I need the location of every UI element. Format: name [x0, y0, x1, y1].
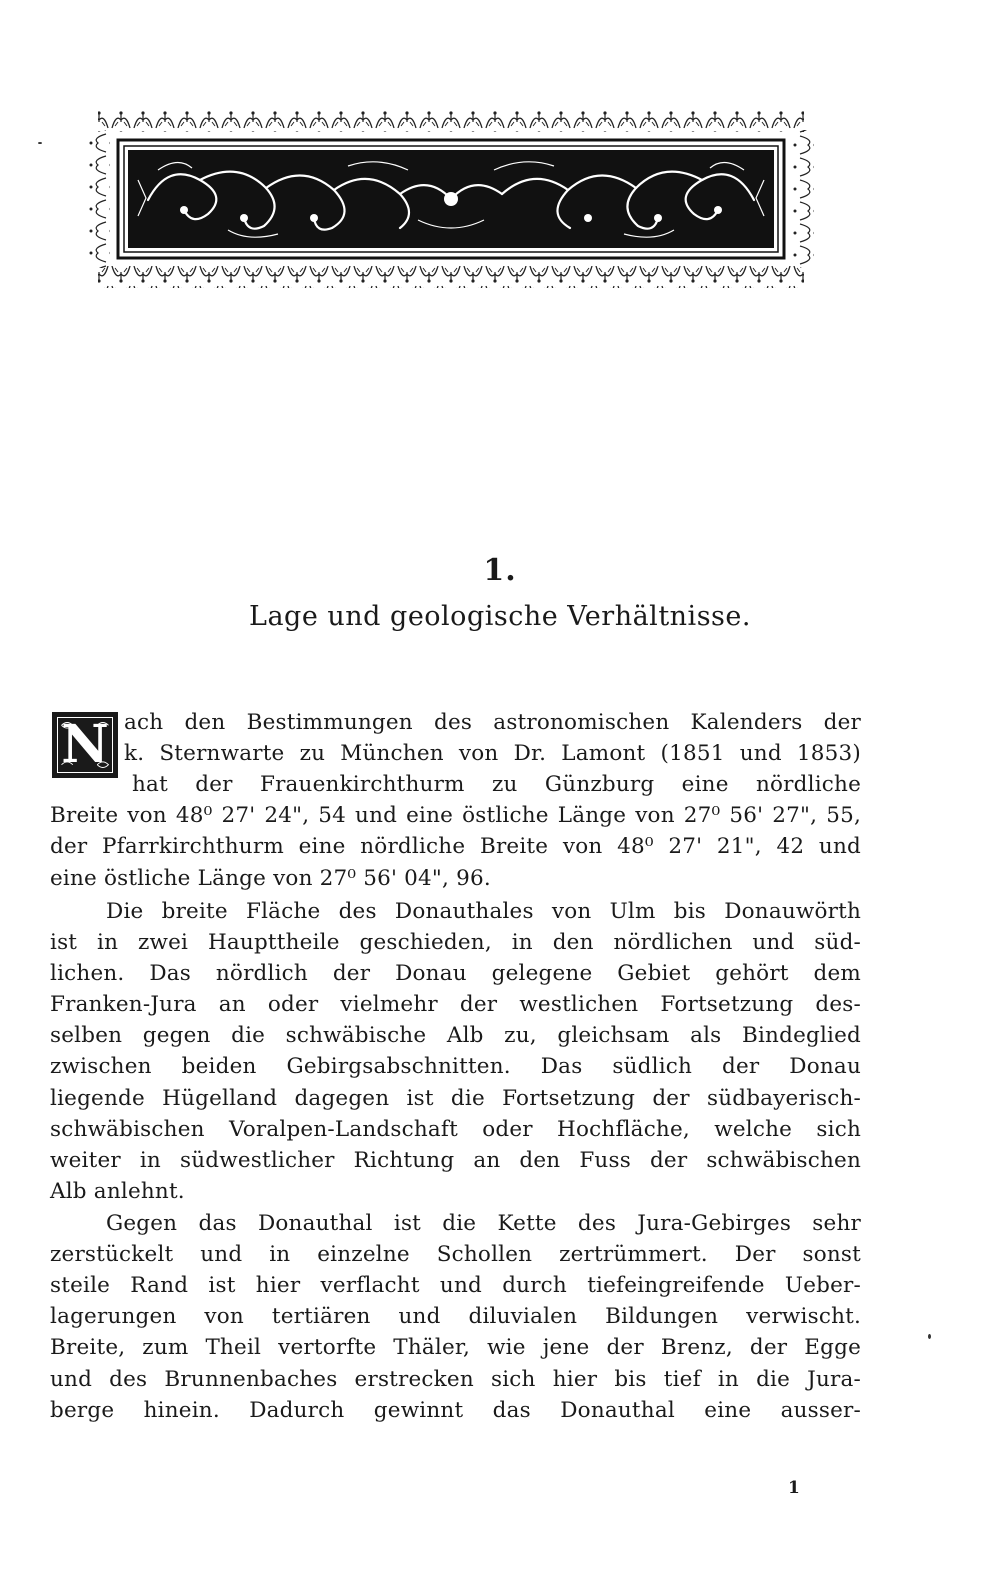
scan-speck [928, 1334, 931, 1339]
body-line: steile Rand ist hier verflacht und durch tiefeingreifende Ueber- [50, 1273, 861, 1298]
chapter-title-text: Lage und geologische Verhältnisse. [249, 601, 751, 632]
body-line: berge hinein. Dadurch gewinnt das Donauthal eine ausser- [50, 1398, 861, 1423]
drop-cap-letter: N [61, 714, 109, 775]
body-line: schwäbischen Voralpen-Landschaft oder Hochfläche, welche sich [50, 1117, 861, 1142]
body-line: zwischen beiden Gebirgsabschnitten. Das südlich der Donau [50, 1054, 861, 1079]
body-line: hat der Frauenkirchthurm zu Günzburg eine nördliche [132, 772, 861, 797]
chapter-title [0, 601, 900, 632]
body-line: k. Sternwarte zu München von Dr. Lamont (1851 und 1853) [124, 741, 861, 766]
body-line: Gegen das Donauthal ist die Kette des Jura-Gebirges sehr [106, 1211, 861, 1236]
body-line: Die breite Fläche des Donauthales von Ulm bis Donauwörth [106, 899, 861, 924]
body-line: Franken-Jura an oder vielmehr der westlichen Fortsetzung des- [50, 992, 861, 1017]
body-line: ist in zwei Haupttheile geschieden, in den nördlichen und süd- [50, 930, 861, 955]
body-line: lichen. Das nördlich der Donau gelegene Gebiet gehört dem [50, 961, 861, 986]
body-line: der Pfarrkirchthurm eine nördliche Breite von 48⁰ 27' 21", 42 und [50, 834, 861, 859]
body-line: Breite, zum Theil vertorfte Thäler, wie jene der Brenz, der Egge [50, 1335, 861, 1360]
chapter-number: 1. [483, 553, 517, 588]
scan-speck [38, 142, 42, 144]
body-line: Breite von 48⁰ 27' 24", 54 und eine östliche Länge von 27⁰ 56' 27", 55, [50, 803, 861, 828]
body-line: ach den Bestimmungen des astronomischen Kalenders der [124, 710, 861, 735]
drop-cap [52, 712, 118, 778]
body-line: Alb anlehnt. [50, 1179, 185, 1204]
body-line: zerstückelt und in einzelne Schollen zertrümmert. Der sonst [50, 1242, 861, 1267]
body-line: und des Brunnenbaches erstrecken sich hier bis tief in die Jura- [50, 1367, 861, 1392]
body-line: selben gegen die schwäbische Alb zu, gleichsam als Bindeglied [50, 1023, 861, 1048]
page-number: 1 [788, 1478, 800, 1498]
body-line: eine östliche Länge von 27⁰ 56' 04", 96. [50, 866, 491, 891]
ornamental-headpiece [88, 110, 814, 288]
body-line: weiter in südwestlicher Richtung an den Fuss der schwäbischen [50, 1148, 861, 1173]
body-line: lagerungen von tertiären und diluvialen Bildungen verwischt. [50, 1304, 861, 1329]
body-line: liegende Hügelland dagegen ist die Fortsetzung der südbayerisch- [50, 1086, 861, 1111]
